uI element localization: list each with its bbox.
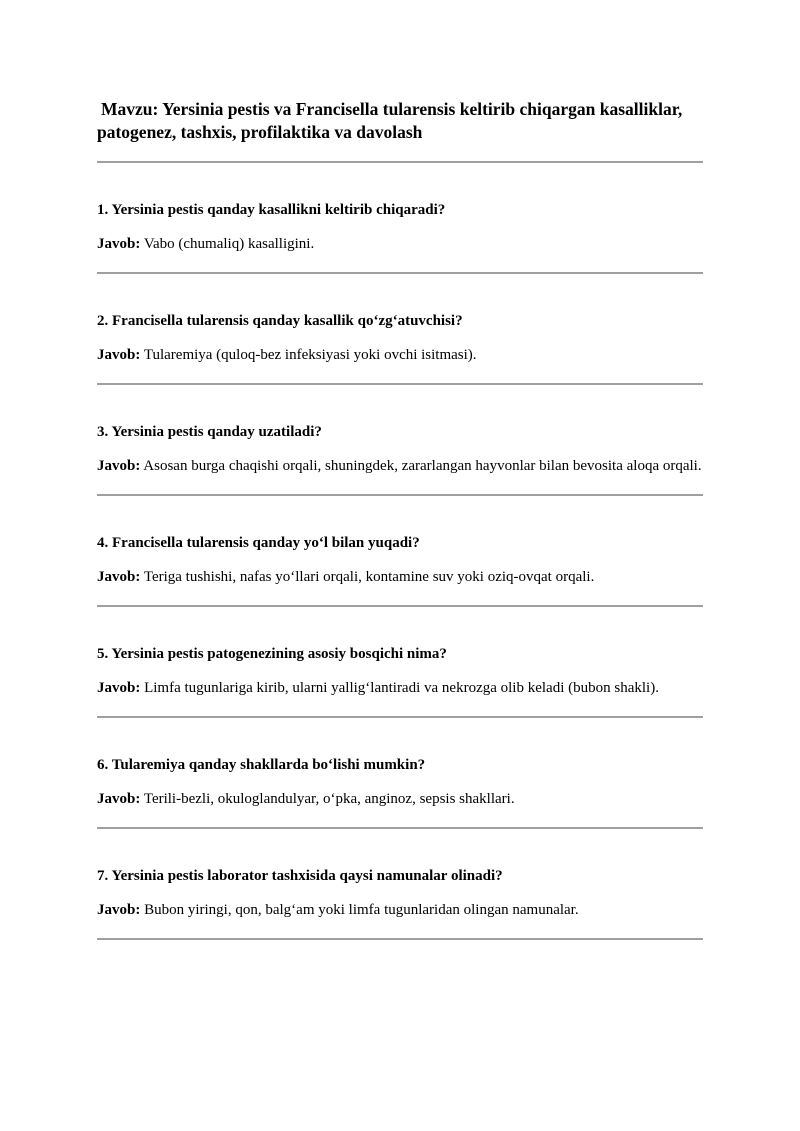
answer-1 <box>97 235 703 254</box>
answer-label: Javob: <box>97 791 141 807</box>
answer-7 <box>97 901 703 920</box>
qa-item-1 <box>97 163 703 274</box>
question-5: 5. Yersinia pestis patogenezining asosiy bosqichi nima? <box>97 646 447 662</box>
qa-item-4 <box>97 496 703 607</box>
qa-item-3 <box>97 385 703 496</box>
question-3: 3. Yersinia pestis qanday uzatiladi? <box>97 424 322 440</box>
answer-3 <box>97 457 703 476</box>
answer-6 <box>97 790 703 809</box>
answer-text: Vabo (chumaliq) kasalligini. <box>143 236 315 252</box>
qa-item-5 <box>97 607 703 718</box>
answer-text: Terili-bezli, okuloglandulyar, o‘pka, anginoz, sepsis shakllari. <box>143 791 515 807</box>
qa-item-2 <box>97 274 703 385</box>
answer-text: Tularemiya (quloq-bez infeksiyasi yoki ovchi isitmasi). <box>143 347 477 363</box>
answer-text: Teriga tushishi, nafas yo‘llari orqali, kontamine suv yoki oziq-ovqat orqali. <box>143 569 595 585</box>
qa-item-7 <box>97 829 703 940</box>
document-title-text: Mavzu: Yersinia pestis va Francisella tularensis keltirib chiqargan kasalliklar, patogenez, tashxis, profilaktika va davolash <box>97 99 683 142</box>
answer-text: Asosan burga chaqishi orqali, shuningdek, zararlangan hayvonlar bilan bevosita aloqa orqali. <box>143 458 702 474</box>
question-2: 2. Francisella tularensis qanday kasallik qo‘zg‘atuvchisi? <box>97 313 463 329</box>
document-title <box>97 98 703 144</box>
answer-label: Javob: <box>97 458 141 474</box>
qa-divider <box>97 938 703 940</box>
answer-2 <box>97 346 703 365</box>
question-6: 6. Tularemiya qanday shakllarda bo‘lishi mumkin? <box>97 757 426 773</box>
answer-4 <box>97 568 703 587</box>
answer-label: Javob: <box>97 236 141 252</box>
document-page <box>97 98 703 940</box>
question-4: 4. Francisella tularensis qanday yo‘l bilan yuqadi? <box>97 535 420 551</box>
answer-label: Javob: <box>97 902 141 918</box>
answer-label: Javob: <box>97 680 141 696</box>
answer-text: Bubon yiringi, qon, balg‘am yoki limfa tugunlaridan olingan namunalar. <box>144 902 579 918</box>
answer-text: Limfa tugunlariga kirib, ularni yallig‘lantiradi va nekrozga olib keladi (bubon shakli). <box>144 680 659 696</box>
answer-5 <box>97 679 703 698</box>
answer-label: Javob: <box>97 569 141 585</box>
question-7: 7. Yersinia pestis laborator tashxisida qaysi namunalar olinadi? <box>97 868 503 884</box>
question-1: 1. Yersinia pestis qanday kasallikni keltirib chiqaradi? <box>97 202 446 218</box>
qa-item-6 <box>97 718 703 829</box>
answer-label: Javob: <box>97 347 141 363</box>
